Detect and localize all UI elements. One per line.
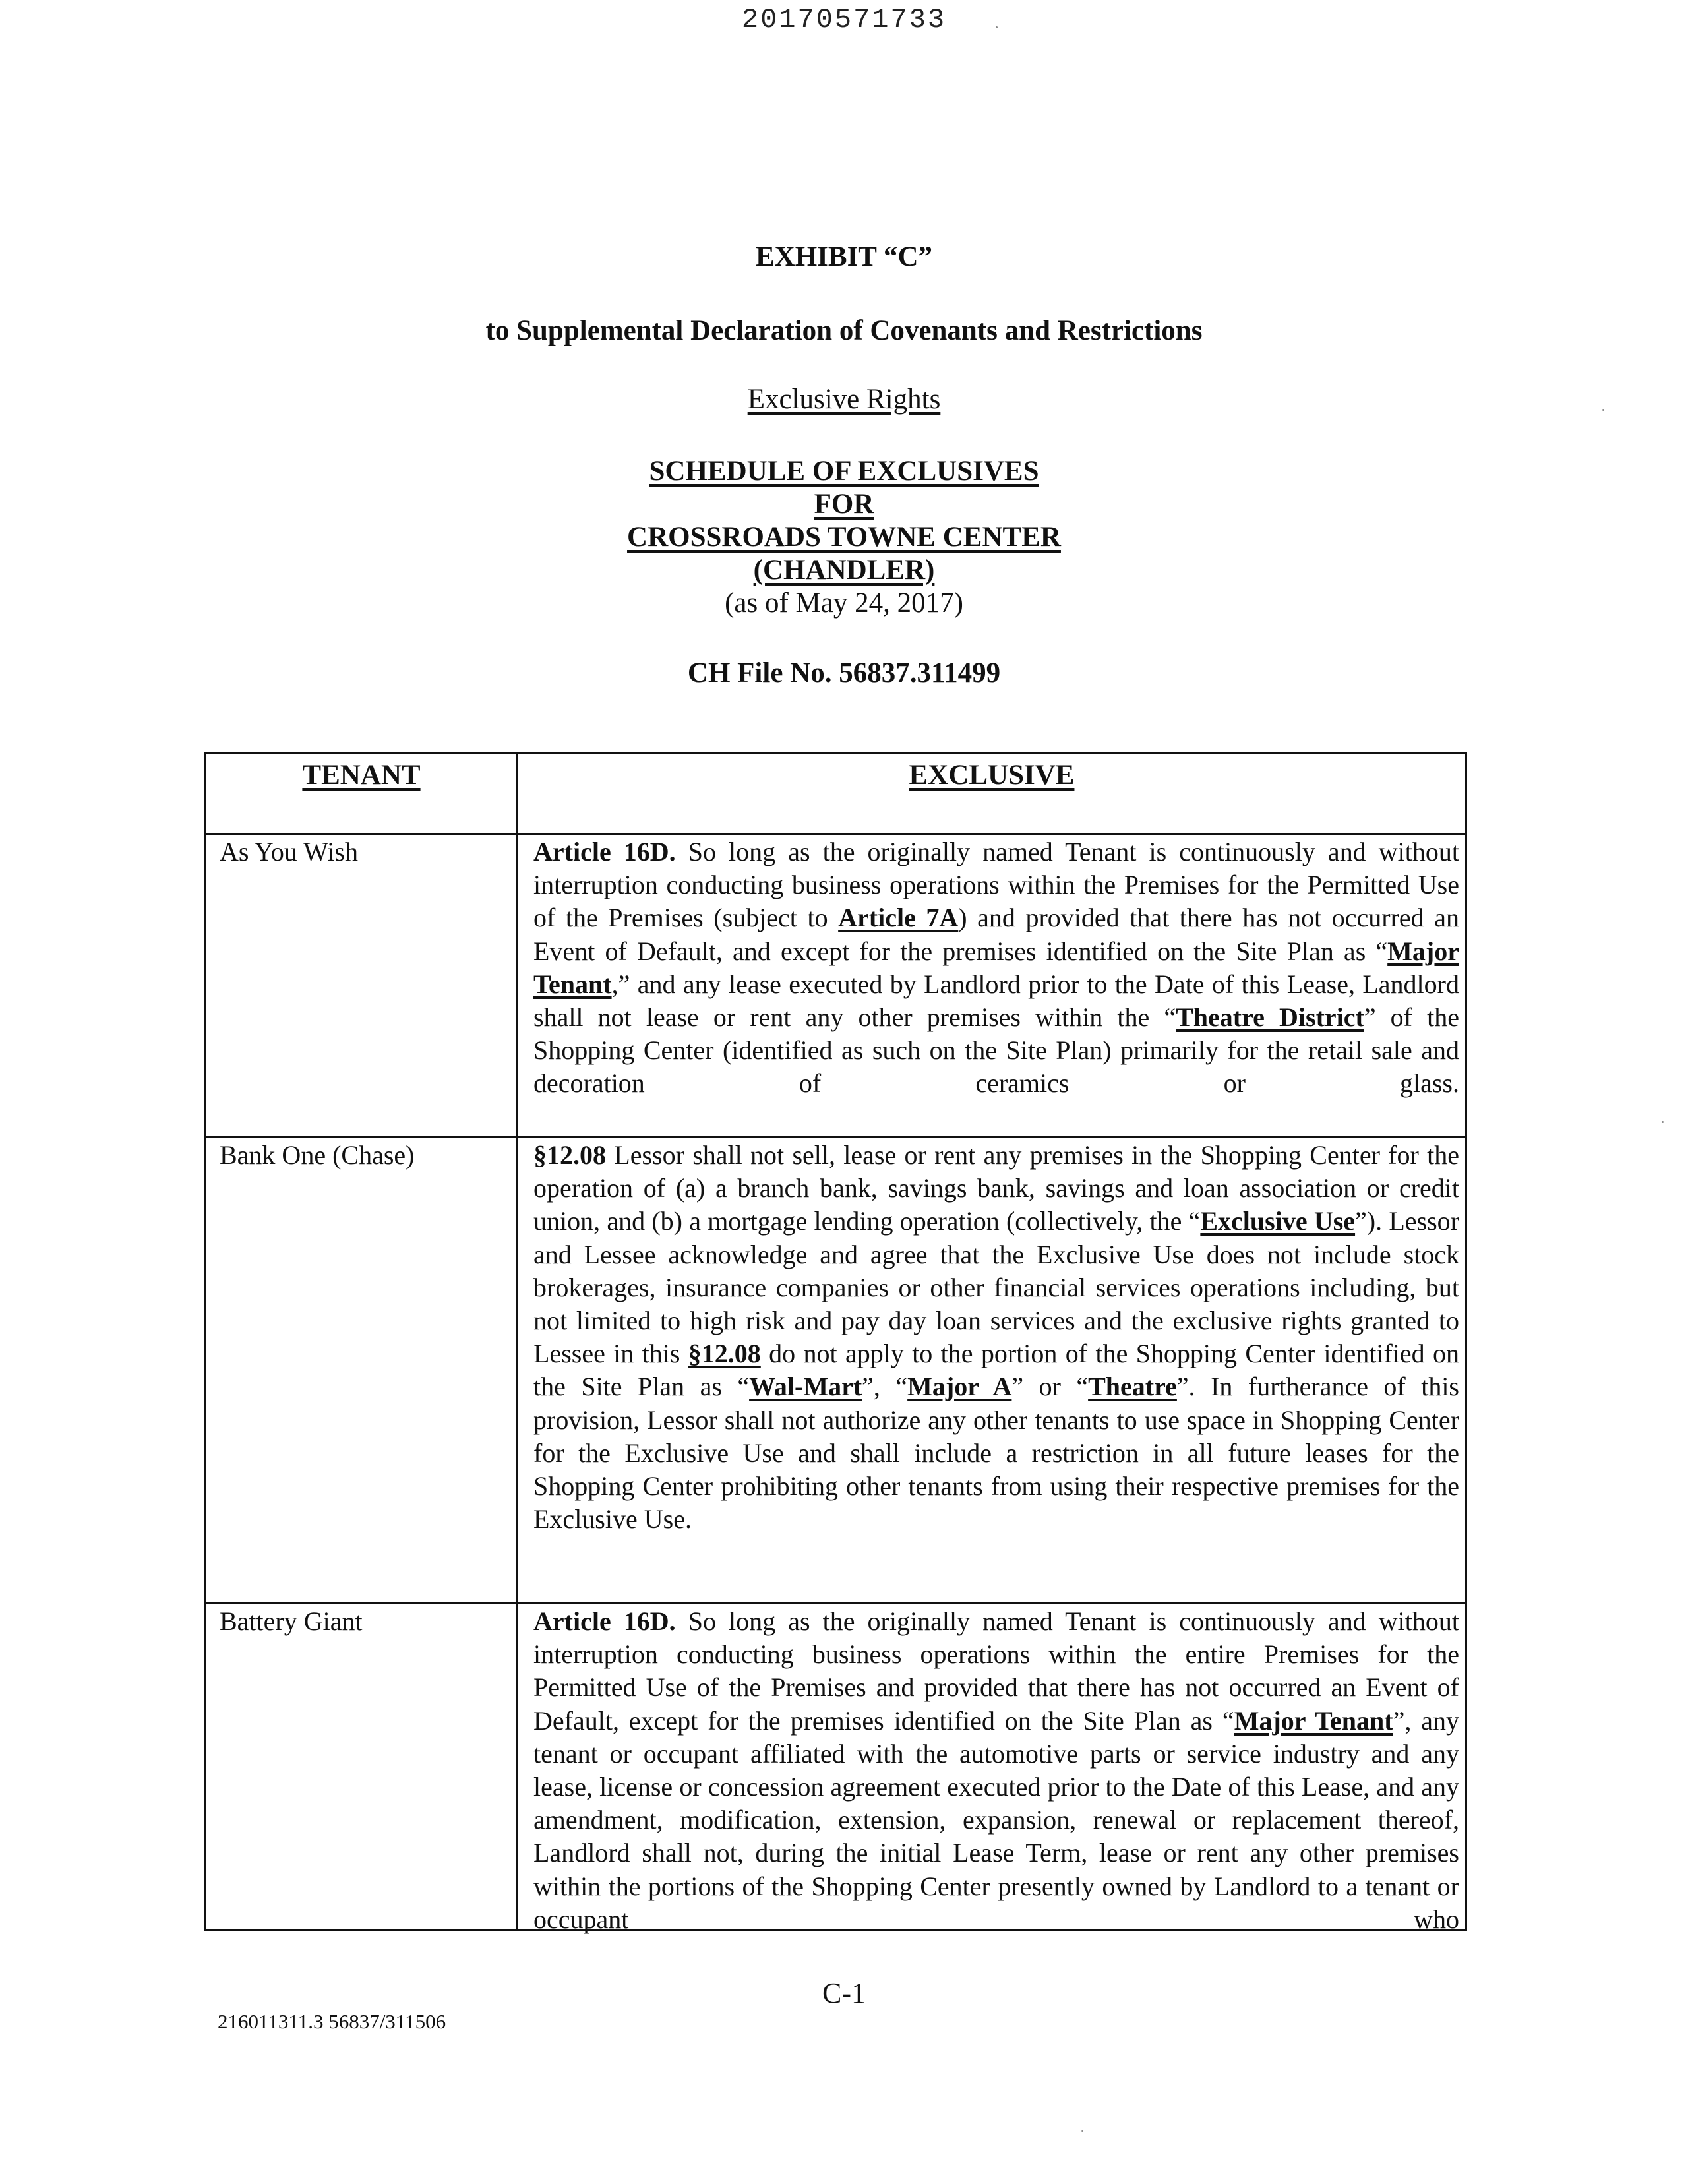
section-heading: Exclusive Rights — [747, 384, 941, 415]
clause-text: Lessor shall not sell, lease or rent any premises in the Shopping Center for the operation of (a) a branch bank, savings bank, savings and loan association or credit union, and (b) a mortgage lending operation (collectively, the “ — [533, 1140, 1459, 1236]
column-header-exclusive: EXCLUSIVE — [909, 760, 1075, 791]
clause-text: ”, any tenant or occupant affiliated with the automotive parts or service industry and any lease, license or concession agreement executed prior to the Date of this Lease, and any amendment, modification, extension, expansion, renewal or replacement thereof, Landlord shall not, during the initial Lease Term, lease or rent any other premises within the portions of the Shopping Center presently owned by Landlord to a tenant or occupant who — [533, 1705, 1460, 1934]
exclusive-text — [533, 835, 1459, 1101]
as-of-date: (as of May 24, 2017) — [725, 588, 963, 619]
schedule-line-1: SCHEDULE OF EXCLUSIVES — [649, 456, 1039, 487]
row-divider — [206, 1136, 1465, 1138]
defined-term: Major Tenant — [533, 936, 1459, 999]
exclusive-text — [533, 1139, 1459, 1536]
clause-reference: §12.08 — [533, 1140, 606, 1170]
schedule-line-3: CROSSROADS TOWNE CENTER — [627, 522, 1061, 553]
defined-term: Wal-Mart — [749, 1372, 862, 1402]
clause-text: So long as the originally named Tenant is continuously and without interruption conducting business operations within the Premises for the Permitted Use of the Premises (subject to — [533, 837, 1459, 933]
row-divider — [206, 1602, 1465, 1604]
clause-text: ) and provided that there has not occurred an Event of Default, and except for the premises identified on the Site Plan as “ — [533, 903, 1459, 966]
footer-document-code: 216011311.3 56837/311506 — [218, 2010, 446, 2033]
scan-speck — [1081, 2130, 1083, 2132]
tenant-name: Bank One (Chase) — [220, 1140, 415, 1170]
clause-text: So long as the originally named Tenant is continuously and without interruption conducting business operations within the entire Premises for the Permitted Use of the Premises and provided that there has not occurred an Event of Default, except for the premises identified on the Site Plan as “ — [533, 1606, 1459, 1736]
exhibit-subtitle: to Supplemental Declaration of Covenants and Restrictions — [485, 315, 1203, 346]
clause-text: ,” and any lease executed by Landlord prior to the Date of this Lease, Landlord shall not lease or rent any other premises within the “ — [533, 969, 1459, 1033]
defined-term: Theatre District — [1176, 1002, 1364, 1033]
defined-term: Theatre — [1088, 1372, 1177, 1402]
defined-term: Major Tenant — [1234, 1705, 1393, 1736]
exclusive-text — [533, 1605, 1459, 1936]
schedule-line-4: (CHANDLER) — [753, 555, 935, 586]
document-number: 20170571733 — [741, 4, 947, 36]
defined-term: §12.08 — [688, 1339, 761, 1369]
clause-text: ” of the Shopping Center (identified as such on the Site Plan) primarily for the retail sale and decoration of ceramics or glass. — [533, 1002, 1459, 1099]
exhibit-title: EXHIBIT “C” — [755, 241, 933, 272]
defined-term: Major A — [907, 1372, 1012, 1402]
column-divider — [516, 754, 518, 1929]
clause-text: do not apply to the portion of the Shopping Center identified on the Site Plan as “ — [533, 1339, 1459, 1402]
column-header-tenant: TENANT — [302, 760, 421, 791]
clause-reference: Article 16D. — [533, 1606, 676, 1636]
defined-term: Exclusive Use — [1200, 1206, 1356, 1236]
page-number: C-1 — [822, 1977, 866, 2009]
schedule-line-2: FOR — [814, 489, 874, 520]
file-number: CH File No. 56837.311499 — [687, 657, 1001, 688]
clause-text: ” or “ — [1011, 1372, 1089, 1402]
header-divider — [206, 833, 1465, 835]
schedule-heading — [0, 455, 1688, 620]
defined-term: Article 7A — [838, 903, 959, 933]
clause-text: ”). Lessor and Lessee acknowledge and agree that the Exclusive Use does not include stock brokerages, insurance companies or other financial services operations including, but not limited to high risk and pay day loan services and the exclusive rights granted to Lessee in this — [533, 1206, 1459, 1369]
tenant-name: As You Wish — [220, 837, 358, 866]
clause-text: ”. In furtherance of this provision, Lessor shall not authorize any other tenants to use space in Shopping Center for the Exclusive Use and shall include a restriction in all future leases for the Shopping Center prohibiting other tenants from using their respective premises for the Exclusive Use. — [533, 1372, 1459, 1534]
exclusives-table — [204, 752, 1467, 1934]
scan-speck — [996, 26, 998, 28]
clause-reference: Article 16D. — [533, 837, 676, 866]
clause-text: ”, “ — [862, 1372, 908, 1402]
scan-speck — [1662, 1121, 1664, 1123]
scan-speck — [1602, 409, 1604, 411]
tenant-name: Battery Giant — [220, 1606, 363, 1636]
